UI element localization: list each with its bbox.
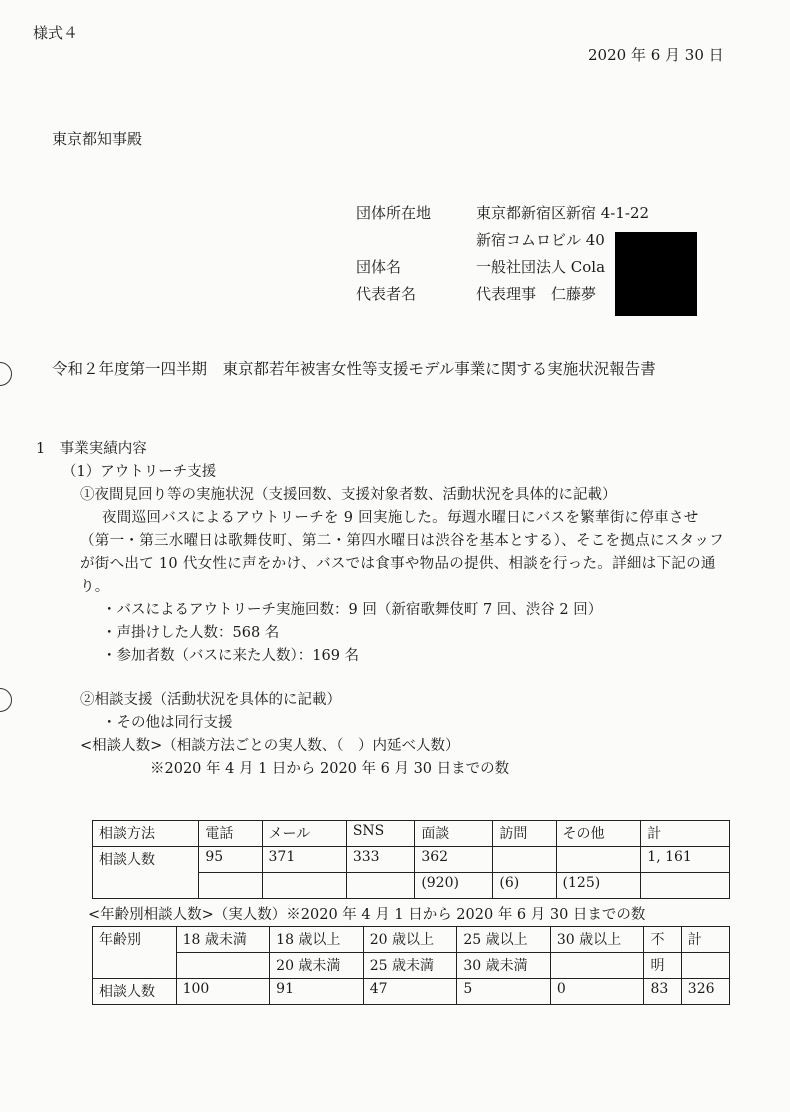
table-cell bbox=[493, 847, 556, 873]
address-line1: 東京都新宿区新宿 4-1-22 bbox=[476, 204, 650, 222]
table-row bbox=[93, 847, 730, 873]
org-name-label: 団体名 bbox=[356, 258, 402, 276]
table-cell: (920) bbox=[415, 873, 493, 899]
table-header-cell: その他 bbox=[556, 821, 641, 847]
table-cell: 100 bbox=[176, 979, 270, 1005]
table-cell: 362 bbox=[415, 847, 493, 873]
consult-note: ※2020 年 4 月 1 日から 2020 年 6 月 30 日までの数 bbox=[150, 761, 510, 777]
table-cell: 371 bbox=[262, 847, 346, 873]
table-row-label: 相談人数 bbox=[93, 979, 177, 1005]
table-header-cell: 25 歳未満 bbox=[363, 953, 457, 979]
table-header-row bbox=[93, 953, 730, 979]
consultation-method-table bbox=[92, 820, 730, 899]
section-heading: 1 事業実績内容 bbox=[36, 441, 147, 457]
table-header-cell: 20 歳以上 bbox=[363, 927, 457, 953]
table-header-cell: 計 bbox=[641, 821, 730, 847]
table-header-cell: 不 bbox=[644, 927, 681, 953]
bullet-item: ・声掛けした人数：568 名 bbox=[102, 625, 280, 641]
item-heading-2: ②相談支援（活動状況を具体的に記載） bbox=[80, 692, 341, 708]
table-header-cell: 相談方法 bbox=[93, 821, 199, 847]
table-cell: 47 bbox=[363, 979, 457, 1005]
table-header-cell: メール bbox=[262, 821, 346, 847]
address-line2: 新宿コムロビル 40 bbox=[476, 231, 605, 249]
table-header-cell bbox=[176, 953, 270, 979]
table-header-cell: 20 歳未満 bbox=[270, 953, 364, 979]
table-cell: 91 bbox=[270, 979, 364, 1005]
subsection-heading: （1）アウトリーチ支援 bbox=[62, 464, 217, 480]
bullet-item: ・参加者数（バスに来た人数）：169 名 bbox=[102, 648, 360, 664]
table-cell: 1, 161 bbox=[641, 847, 730, 873]
table-header-row bbox=[93, 927, 730, 953]
bullet-item: ・その他は同行支援 bbox=[102, 715, 233, 731]
table-header-cell bbox=[681, 953, 729, 979]
table-cell bbox=[556, 847, 641, 873]
punch-hole-top bbox=[0, 362, 12, 386]
table-cell: (6) bbox=[493, 873, 556, 899]
bullet-item: ・バスによるアウトリーチ実施回数：9 回（新宿歌舞伎町 7 回、渋谷 2 回） bbox=[102, 602, 603, 618]
table-header-cell: 25 歳以上 bbox=[457, 927, 551, 953]
table-cell: 326 bbox=[681, 979, 729, 1005]
consult-heading: <相談人数>（相談方法ごとの実人数、（ ）内延べ人数） bbox=[80, 738, 460, 754]
table-header-cell: SNS bbox=[346, 821, 414, 847]
table-cell: 5 bbox=[457, 979, 551, 1005]
table-cell: 333 bbox=[346, 847, 414, 873]
table-cell: (125) bbox=[556, 873, 641, 899]
table-header-cell: 訪問 bbox=[493, 821, 556, 847]
age-table-heading: <年齢別相談人数>（実人数）※2020 年 4 月 1 日から 2020 年 6 月 30 日までの数 bbox=[88, 907, 646, 923]
table-row bbox=[93, 979, 730, 1005]
punch-hole-bottom bbox=[0, 688, 12, 712]
table-cell: 95 bbox=[199, 847, 262, 873]
item1-paragraph: 夜間巡回バスによるアウトリーチを 9 回実施した。毎週水曜日にバスを繁華街に停車させ（第一・第三水曜日は歌舞伎町、第二・第四水曜日は渋谷を基本とする）、そこを拠点にスタッフが街へ出て 10 代女性に声をかけ、バスでは食事や物品の提供、相談を行った。詳細は下記の通り。 bbox=[80, 510, 724, 595]
report-body bbox=[36, 438, 736, 781]
table-header-cell: 明 bbox=[644, 953, 681, 979]
table-cell bbox=[262, 873, 346, 899]
table-cell: 83 bbox=[644, 979, 681, 1005]
form-number: 様式４ bbox=[33, 24, 79, 42]
table-header-cell: 面談 bbox=[415, 821, 493, 847]
addressee: 東京都知事殿 bbox=[52, 130, 143, 148]
table-header-cell: 30 歳以上 bbox=[550, 927, 644, 953]
table-header-cell bbox=[550, 953, 644, 979]
table-header-row bbox=[93, 821, 730, 847]
table-header-cell: 18 歳未満 bbox=[176, 927, 270, 953]
age-group-table bbox=[92, 926, 730, 1005]
table-row-label: 相談人数 bbox=[93, 847, 199, 899]
representative-label: 代表者名 bbox=[356, 285, 417, 303]
table-cell: 0 bbox=[550, 979, 644, 1005]
report-date: 2020 年 6 月 30 日 bbox=[588, 46, 724, 64]
table-header-cell: 18 歳以上 bbox=[270, 927, 364, 953]
table-cell bbox=[346, 873, 414, 899]
table-header-cell: 電話 bbox=[199, 821, 262, 847]
report-title: 令和２年度第一四半期 東京都若年被害女性等支援モデル事業に関する実施状況報告書 bbox=[52, 360, 656, 378]
table-cell bbox=[641, 873, 730, 899]
table-cell bbox=[199, 873, 262, 899]
table-header-cell: 年齢別 bbox=[93, 927, 177, 979]
table-header-cell: 30 歳未満 bbox=[457, 953, 551, 979]
item-heading-1: ①夜間見回り等の実施状況（支援回数、支援対象者数、活動状況を具体的に記載） bbox=[80, 487, 617, 503]
address-label: 団体所在地 bbox=[356, 204, 432, 222]
redaction-box bbox=[615, 232, 697, 316]
organization-block bbox=[356, 200, 649, 308]
table-header-cell: 計 bbox=[681, 927, 729, 953]
representative-value: 代表理事 仁藤夢 bbox=[476, 285, 597, 303]
org-name-value: 一般社団法人 Cola bbox=[476, 258, 606, 276]
